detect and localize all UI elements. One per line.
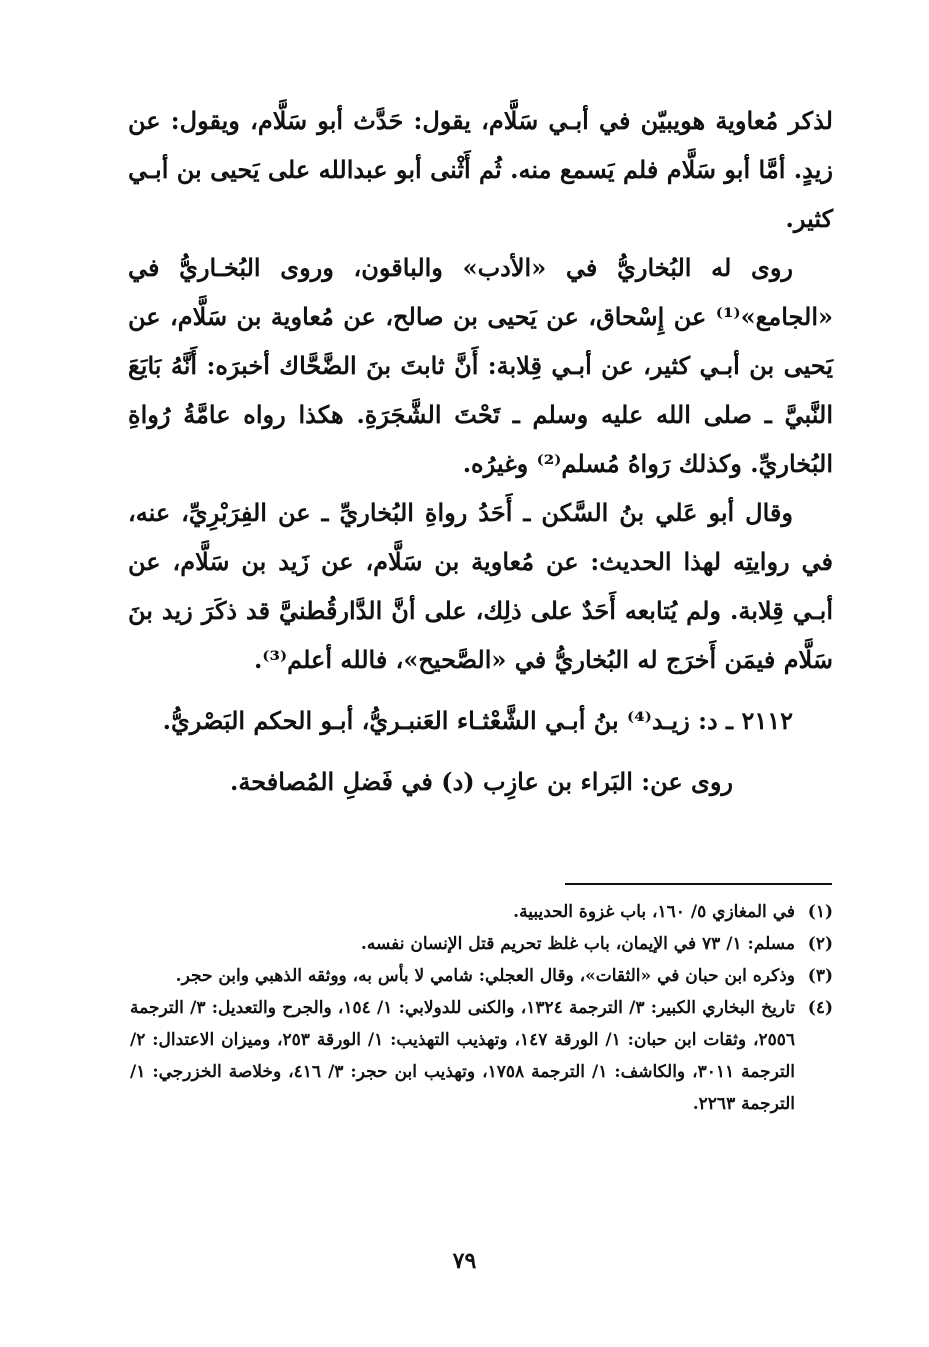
footnote-number: (١) (807, 902, 833, 922)
footnote-item (130, 896, 833, 928)
footnote-number: (٤) (807, 998, 833, 1018)
paragraph-2: روى له البُخاريُّ في «الأدب» والباقون، وروى البُخـاريُّ في «الجامع»⁽¹⁾ عن إِسْحاق، عن يَحيى بن صالح، عن مُعاوية بن سَلَّام، عن يَحيى بن أبـي كثير، عن أبـي قِلابة: أَنَّ ثابتَ بنَ الضَّحَّاك أخبرَه: أَنَّهُ بَايَعَ النَّبيَّ ـ صلى الله عليه وسلم ـ تَحْتَ الشَّجَرَةِ. هكذا رواه عامَّةُ رُواةِ البُخاريِّ. وكذلك رَواهُ مُسلم⁽²⁾ وغيرُه. (128, 253, 834, 478)
footnote-text: مسلم: ١/ ٧٣ في الإيمان، باب غلظ تحريم قتل الإنسان نفسه. (360, 934, 795, 954)
footnote-item (130, 960, 833, 992)
footnote-number: (٣) (807, 966, 833, 986)
narration-line: روى عن: البَراء بن عازِب (د) في فَضلِ المُصافحة. (230, 767, 733, 796)
paragraph-3: وقال أبو عَلي بنُ السَّكن ـ أَحَدُ رواةِ البُخاريِّ ـ عن الفِرَبْرِيِّ، عنه، في روايتِه لهذا الحديث: عن مُعاوية بن سَلَّام، عن زَيد بن سَلَّام، عن أبـي قِلابة. ولم يُتابعه أَحَدٌ على ذلِك، على أنَّ الدَّارقُطنيَّ قد ذكَرَ زيد بنَ سَلَّام فيمَن أَخرَج له البُخاريُّ في «الصَّحيح»، فالله أعلم⁽³⁾. (128, 498, 833, 674)
footnote-text: وذكره ابن حبان في «الثقات»، وقال العجلي: شامي لا بأس به، ووثقه الذهبي وابن حجر. (175, 966, 795, 986)
paragraph-1: لذكر مُعاوية هويبيّن في أبـي سَلَّام، يقول: حَدَّث أبو سَلَّام، ويقول: عن زيدٍ. أمَّا أبو سَلَّام فلم يَسمع منه. ثُم أَثْنى أبو عبدالله على يَحيى بن أبـي كثير. (128, 106, 833, 233)
footnote-item (130, 928, 833, 960)
footnote-divider (565, 883, 832, 885)
page-number: ٧٩ (452, 1248, 477, 1274)
footnote-text: تاريخ البخاري الكبير: ٣/ الترجمة ١٣٢٤، والكنى للدولابي: ١/ ١٥٤، والجرح والتعديل: ٣/ الترجمة ٢٥٥٦، وثقات ابن حبان: ١/ الورقة ١٤٧، وتهذيب التهذيب: ١/ الورقة ٢٥٣، وميزان الاعتدال: ٢/ الترجمة ٣٠١١، والكاشف: ١/ الترجمة ١٧٥٨، وتهذيب ابن حجر: ٣/ ٤١٦، وخلاصة الخزرجي: ١/ الترجمة ٢٢٦٣. (130, 998, 795, 1114)
footnotes (130, 896, 833, 1120)
main-text (128, 96, 833, 806)
footnote-text: في المغازي ٥/ ١٦٠، باب غزوة الحديبية. (513, 902, 795, 922)
footnote-number: (٢) (807, 934, 833, 954)
footnote-item (130, 992, 833, 1120)
entry-heading: ٢١١٢ ـ د: زيـد⁽⁴⁾ بنُ أبـي الشَّعْثـاء العَنبـريُّ، أبـو الحكم البَصْريُّ. (162, 706, 793, 735)
